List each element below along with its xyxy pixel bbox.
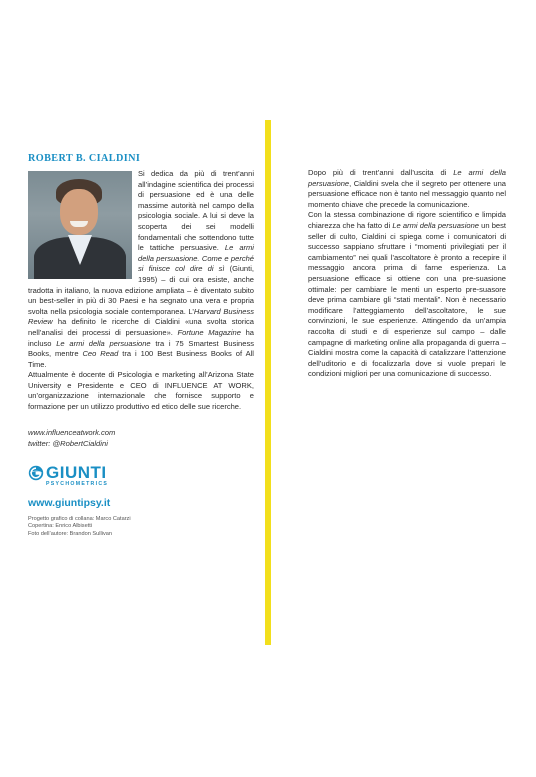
author-name: ROBERT B. CIALDINI <box>28 153 141 164</box>
logo-sub-text: PSYCHOMETRICS <box>46 480 109 487</box>
yellow-divider <box>265 120 271 645</box>
body-text: (Giunti, 1995) – di cui ora esiste, anche tradotta in italiano, la nuova edizione ampliata – è diventato subito un best-seller in più di 30 Paesi e ha segnato una vera e propria svolta nella psicologia sociale contemporanea. L’ <box>28 264 254 316</box>
synopsis-paragraph <box>308 168 506 210</box>
author-column <box>28 152 254 538</box>
logo-main-text: GIUNTI <box>46 462 107 482</box>
body-text: tra i 100 Best Business Books of All Time. <box>28 349 254 369</box>
publisher-logo <box>28 462 254 487</box>
credits <box>28 516 254 539</box>
credit-line: Foto dell’autore: Brandon Sullivan <box>28 530 112 537</box>
author-bio-current-role: Attualmente è docente di Psicologia e marketing all’Arizona State University e Presidente e CEO di INFLUENCE AT WORK, un’organizzazione internazionale che fornisce supporto e formazione per un utilizzo produttivo ed etico delle sue ricerche. <box>28 370 254 412</box>
body-text: Dopo più di trent’anni dall’uscita di <box>308 168 454 177</box>
book-synopsis <box>308 168 506 380</box>
giunti-g-icon <box>28 465 44 481</box>
body-text: Con la stessa combinazione di rigore scientifico e limpida chiarezza che ha fatto di <box>308 210 506 230</box>
italic-title-text: Le armi della persuasione <box>56 338 151 348</box>
italic-title-text: Le armi della persuasione <box>392 220 479 230</box>
credit-line: Progetto grafico di collana: Marco Catarzi <box>28 515 131 522</box>
author-photo <box>28 171 132 279</box>
italic-title-text: Fortune Magazine <box>177 327 241 337</box>
body-text: Si dedica da più di trent’anni all’indagine scientifica dei processi di persuasione ed è una delle massime autorità nel campo della psicologia sociale. A lui si deve la scoperta dei sei modelli fondamentali che sottendono tutte le tattiche persuasive. <box>138 169 254 253</box>
body-text: tra i 75 Smartest Business Books, mentre <box>28 338 254 359</box>
synopsis-paragraph <box>308 210 506 380</box>
synopsis-column <box>308 168 506 380</box>
author-twitter-link[interactable]: twitter: @RobertCialdini <box>28 438 108 448</box>
italic-title-text: Harvard Business Review <box>28 306 255 327</box>
body-text: ha definito le ricerche di Cialdini «una svolta storica nell’analisi dei processi di persuasione». <box>28 317 254 337</box>
author-website-link[interactable]: www.influenceatwork.com <box>28 427 116 437</box>
italic-title-text: Ceo Read <box>82 349 119 359</box>
italic-title-text: Le armi della persuasione. Come e perché si finisce col dire di sì <box>138 243 254 274</box>
body-text: , Cialdini svela che il segreto per ottenere una persuasione efficace non è tanto nel messaggio quanto nel momento chiave che precede la comunicazione. <box>308 178 506 209</box>
publisher-website-link[interactable]: www.giuntipsy.it <box>28 496 111 509</box>
italic-title-text: Le armi della persuasione <box>308 168 506 188</box>
author-links <box>28 427 254 449</box>
body-text: un best seller di culto, Cialdini ci spiega come i comunicatori di successo sappiano sfruttare i “momenti privilegiati per il cambiamento” nei quali l’ascoltatore è pronto a recepire il messaggio ancora prima di farne esperienza. La persuasione efficace si ottiene con una pre-suasione ottimale: per cambiare le menti un esperto pre-suasore deve prima cambiare gli “stati mentali”. Non è necessario modificare l’atteggiamento dell’ascoltatore, le sue convinzioni, le sue esperienze. Attingendo da un’ampia raccolta di studi e di esperienze sul campo – dalle campagne di marketing online alla propaganda di guerra – Cialdini mostra come la capacità di catalizzare l’attenzione dell’uditorio e di focalizzarla dove si vuole prepari le condizioni migliori per una comunicazione di successo. <box>308 220 506 379</box>
credit-line: Copertina: Enrico Albisetti <box>28 523 93 530</box>
body-text: ha incluso <box>28 327 254 348</box>
author-bio <box>28 169 254 370</box>
